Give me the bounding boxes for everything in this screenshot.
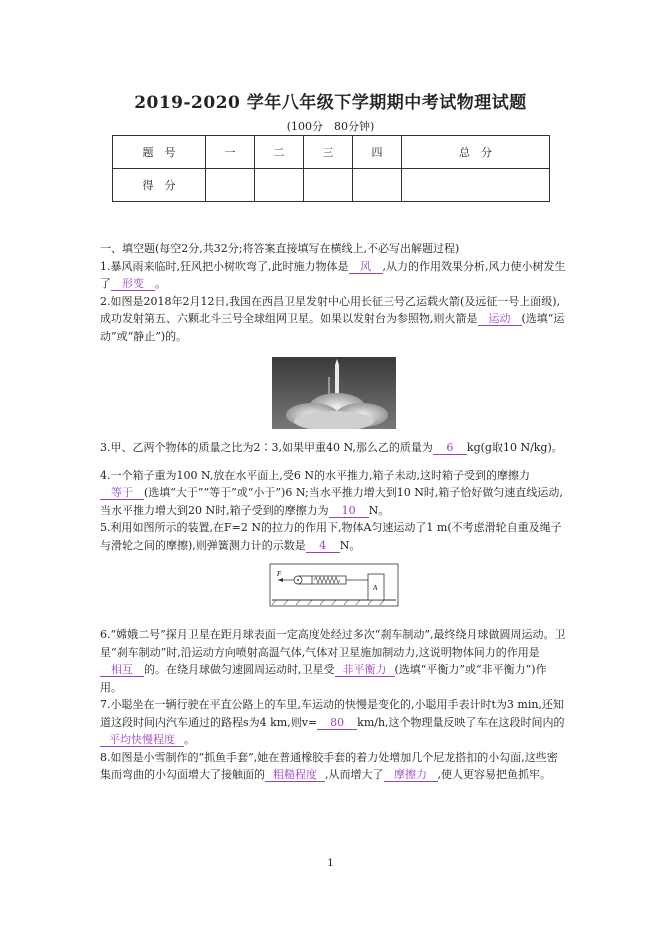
score-cell-2[interactable] (255, 169, 304, 202)
question-content (100, 240, 568, 784)
q4-text-b: (选填“大于”“等于”或“小于”)6 N;当水平推力增大到10 N时,箱子恰好做匀速直线运动,当水平推力增大到20 N时,箱子受到的摩擦力为 (100, 486, 563, 517)
score-header-label: 题 号 (113, 136, 206, 169)
question-2 (100, 293, 568, 346)
question-5 (100, 519, 568, 554)
q1-text-b: ,从力的作用效果分析,风力使小树发生了 (100, 259, 566, 290)
score-header-2: 二 (255, 136, 304, 169)
q8-answer-1: 粗糙程度 (265, 768, 325, 782)
score-cell-1[interactable] (206, 169, 255, 202)
q2-text-a: 2.如图是2018年2月12日,我国在西昌卫星发射中心用长征三号乙运载火箭(及远征一号上面级),成功发射第五、六颗北斗三号全球组网卫星。如果以发射台为参照物,则火箭是 (100, 294, 561, 325)
q2-text-b: (选填“运动”或“静止”)的。 (100, 312, 565, 343)
page-title: 2019-2020 学年八年级下学期期中考试物理试题 (134, 93, 527, 113)
q7-text-a: 7.小聪坐在一辆行驶在平直公路上的车里,车运动的快慢是变化的,小聪用手表计时t为3 min,还知道这段时间内汽车通过的路程s为4 km,则v= (100, 698, 564, 729)
q5-text-a: 5.利用如图所示的装置,在F=2 N的拉力的作用下,物体A匀速运动了1 m(不考虑滑轮自重及绳子与滑轮之间的摩擦),则弹簧测力计的示数是 (100, 521, 562, 552)
score-header-total: 总 分 (402, 136, 550, 169)
q1-text-c: 。 (155, 277, 166, 290)
q5-text-b: N。 (339, 538, 361, 552)
score-cell-total[interactable] (402, 169, 550, 202)
question-8 (100, 749, 568, 784)
q7-text-c: 。 (184, 733, 195, 746)
q8-text-c: ,使人更容易把鱼抓牢。 (437, 768, 551, 781)
q1-answer-2: 形变 (111, 277, 155, 291)
q4-answer-1: 等于 (100, 486, 144, 500)
rocket-launch-photo (272, 357, 396, 429)
q3-text-a: 3.甲、乙两个物体的质量之比为2∶3,如果甲重40 N,那么乙的质量为 (100, 441, 433, 454)
q6-answer-2: 非平衡力 (335, 663, 395, 677)
q6-answer-1: 相互 (100, 663, 144, 677)
block-label: A (373, 584, 378, 592)
score-table-header-row (113, 136, 550, 169)
section-heading: 一、填空题(每空2分,共32分;将答案直接填写在横线上,不必写出解题过程) (100, 242, 460, 255)
q7-answer-2: 平均快慢程度 (100, 733, 184, 747)
question-1 (100, 258, 568, 293)
score-row-label: 得 分 (113, 169, 206, 202)
q5-answer-1: 4 (306, 539, 340, 553)
q2-answer-1: 运动 (478, 312, 522, 326)
score-header-1: 一 (206, 136, 255, 169)
q1-answer-1: 风 (349, 260, 383, 274)
q8-text-b: ,从而增大了 (325, 768, 384, 781)
question-4 (100, 467, 568, 520)
question-7 (100, 696, 568, 749)
page-number: 1 (327, 858, 334, 869)
question-6 (100, 626, 568, 696)
q8-text-a: 8.如图是小雪制作的“抓鱼手套”,她在普通橡胶手套的着力处增加几个尼龙搭扣的小勾面,这些密集而弯曲的小勾面增大了接触面的 (100, 750, 558, 781)
question-3 (100, 439, 568, 457)
q1-text-a: 1.暴风雨来临时,狂风把小树吹弯了,此时施力物体是 (100, 259, 349, 273)
page-subtitle: (100分 80分钟) (286, 120, 375, 133)
q7-text-b: km/h,这个物理量反映了车在这段时间内的 (357, 715, 565, 729)
q8-answer-2: 摩擦力 (384, 768, 438, 782)
score-cell-3[interactable] (304, 169, 353, 202)
q4-text-c: N。 (368, 503, 390, 517)
score-header-3: 三 (304, 136, 353, 169)
q6-text-c: (选填“平衡力”或“非平衡力”)作用。 (100, 663, 547, 694)
q6-text-b: 的。在绕月球做匀速圆周运动时,卫星受 (144, 663, 335, 676)
score-cell-4[interactable] (353, 169, 402, 202)
score-table-score-row (113, 169, 550, 202)
q7-answer-1: 80 (317, 716, 357, 730)
force-label: F (277, 570, 282, 578)
q4-text-a: 4.一个箱子重为100 N,放在水平面上,受6 N的水平推力,箱子未动,这时箱子受到的摩擦力 (100, 468, 531, 482)
q3-text-b: kg(g取10 N/kg)。 (466, 441, 563, 454)
score-table (112, 135, 550, 202)
q6-text-a: 6.“嫦娥二号”探月卫星在距月球表面一定高度处经过多次“刹车制动”,最终绕月球做圆周运动。卫星“刹车制动”时,沿运动方向喷射高温气体,气体对卫星施加制动力,这说明物体间力的作用是 (100, 628, 566, 659)
q4-answer-2: 10 (329, 504, 369, 518)
q3-answer-1: 6 (433, 441, 467, 455)
score-header-4: 四 (353, 136, 402, 169)
pulley-spring-scale-diagram (268, 560, 400, 610)
